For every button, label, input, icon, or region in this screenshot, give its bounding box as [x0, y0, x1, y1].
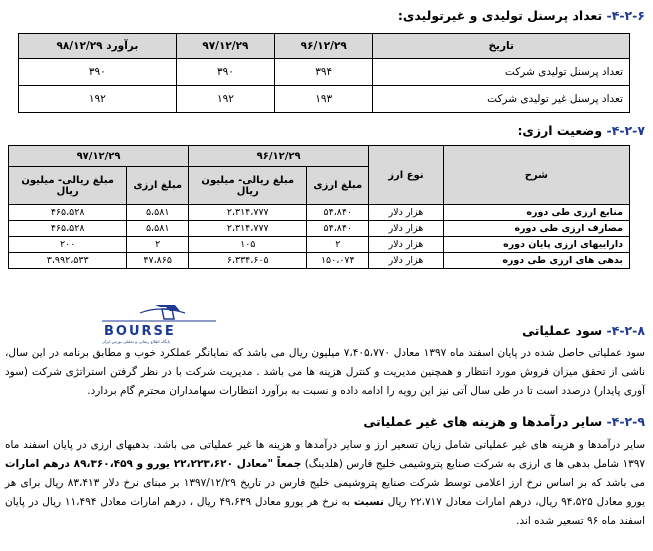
cell-value: ۳۹۰	[19, 59, 177, 86]
table-row	[19, 59, 630, 86]
row-label: مصارف ارزی طی دوره	[443, 221, 629, 237]
cell-value: ۱۹۲	[176, 86, 274, 113]
cell-value: ۶،۳۳۴،۶۰۵	[189, 253, 307, 269]
header-97: ۹۷/۱۲/۲۹	[176, 34, 274, 59]
header-fx-97: مبلغ ارزی	[127, 167, 189, 205]
paragraph-text: می باشد که بر اساس نرخ ارز اعلامی توسط شرکت صنایع پتروشیمی خلیج فارس در تاریخ ۱۳۹۷/۱۲/۲۹ بر مبنای نرخ دلار ۸۳،۴۱۳ ریال برای هر یورو معادل ۹۴،۵۲۵ ریال، درهم امارات معادل ۲۲،۷۱۷ ریال	[5, 477, 645, 508]
row-label: داراییهای ارزی پایان دوره	[443, 237, 629, 253]
row-label: تعداد پرسنل تولیدی شرکت	[373, 59, 630, 86]
cell-unit: هزار دلار	[369, 253, 444, 269]
section-number: ۴-۲-۹-	[606, 414, 645, 429]
cell-value: ۱۹۲	[19, 86, 177, 113]
header-96: ۹۶/۱۲/۲۹	[275, 34, 373, 59]
paragraph-bold-text: جمعاً "معادل ۲۲،۲۲۳،۶۲۰ یورو و ۸۹،۳۶۰،۴۵۹ درهم امارات	[5, 458, 302, 470]
section-heading-currency	[517, 123, 645, 138]
section-title: سود عملیاتی	[522, 323, 603, 338]
cell-value: ۳۹۰	[176, 59, 274, 86]
cell-value: ۴۷،۸۶۵	[127, 253, 189, 269]
paragraph-bold-text: نسبت	[353, 496, 384, 508]
header-date-97: ۹۷/۱۲/۲۹	[9, 146, 189, 167]
cell-unit: هزار دلار	[369, 205, 444, 221]
section-heading-non-operating	[363, 414, 645, 429]
cell-value: ۱۰۵	[189, 237, 307, 253]
logo-text: BOURSE	[104, 324, 176, 339]
table-row	[9, 253, 630, 269]
table-row	[9, 205, 630, 221]
header-desc: شرح	[443, 146, 629, 205]
row-label: منابع ارزی طی دوره	[443, 205, 629, 221]
cell-value: ۵،۵۸۱	[127, 221, 189, 237]
cell-unit: هزار دلار	[369, 221, 444, 237]
non-operating-paragraph	[5, 436, 645, 531]
cell-value: ۲	[127, 237, 189, 253]
currency-table	[8, 145, 630, 269]
section-title: وضعیت ارزی:	[517, 123, 603, 138]
cell-value: ۲،۳۱۴،۷۷۷	[189, 205, 307, 221]
cell-value: ۱۵۰،۰۷۴	[307, 253, 369, 269]
cell-value: ۵۴،۸۴۰	[307, 205, 369, 221]
cell-value: ۱۹۳	[275, 86, 373, 113]
table-row	[9, 237, 630, 253]
cell-value: ۲،۳۱۴،۷۷۷	[189, 221, 307, 237]
header-date-96: ۹۶/۱۲/۲۹	[189, 146, 369, 167]
cell-value: ۵۴،۸۴۰	[307, 221, 369, 237]
bourse-logo	[100, 303, 218, 345]
section-number: ۴-۲-۸-	[606, 323, 645, 338]
section-title: تعداد پرسنل تولیدی و غیرتولیدی:	[397, 8, 603, 23]
table-row	[19, 86, 630, 113]
cell-value: ۴۶۵،۵۲۸	[9, 205, 127, 221]
section-title: سایر درآمدها و هزینه های غیر عملیاتی	[363, 414, 603, 429]
cell-value: ۳۹۴	[275, 59, 373, 86]
paragraph-text: به نرخ هر یورو معادل ۴۹،۶۳۹ ریال ، درهم امارات معادل ۱۱،۴۹۴ ریال در پایان اسفند ماه ۹۶ تسعیر شده اند.	[5, 496, 645, 527]
cell-unit: هزار دلار	[369, 237, 444, 253]
header-fx-96: مبلغ ارزی	[307, 167, 369, 205]
table-header-row	[9, 146, 630, 167]
cell-value: ۵،۵۸۱	[127, 205, 189, 221]
table-header-row	[19, 34, 630, 59]
personnel-table	[18, 33, 630, 113]
header-98: برآورد ۹۸/۱۲/۲۹	[19, 34, 177, 59]
cell-value: ۴۶۵،۵۲۸	[9, 221, 127, 237]
cell-value: ۲۰۰	[9, 237, 127, 253]
table-row	[9, 221, 630, 237]
logo-subtext: پایگاه اطلاع رسانی و تحلیلی بورس ایران	[102, 339, 170, 344]
paragraph-text: سایر درآمدها و هزینه های غیر عملیاتی شامل زیان تسعیر ارز و سایر درآمدها و هزینه ها غیر عملیاتی می باشد. بدهیهای ارزی در پایان اسفند ماه ۱۳۹۷ شامل بدهی ها ی ارزی به شرکت صنایع پتروشیمی خلیج فارس (هلدینگ)	[5, 439, 645, 470]
section-heading-personnel	[398, 8, 645, 23]
header-currency-type: نوع ارز	[369, 146, 444, 205]
cell-value: ۲	[307, 237, 369, 253]
header-rial-96: مبلغ ریالی- میلیون ریال	[189, 167, 307, 205]
section-heading-operating-profit	[522, 323, 645, 338]
header-date: تاریخ	[373, 34, 630, 59]
row-label: تعداد پرسنل غیر تولیدی شرکت	[373, 86, 630, 113]
section-number: ۴-۲-۷-	[606, 123, 645, 138]
row-label: بدهی های ارزی طی دوره	[443, 253, 629, 269]
operating-profit-paragraph: سود عملیاتی حاصل شده در پایان اسفند ماه ۱۳۹۷ معادل ۷،۴۰۵،۷۷۰ میلیون ریال می باشد که نمایانگر عملکرد خوب و مطابق برنامه در این سال، ناشی از تحقق میزان فروش مورد انتظار و همچنین مدیریت و کنترل هزینه ها می باشد . مدیریت شرکت با در نظر گرفتن استراتژی شرکت (سود آوری پایدار) درصدد است تا در طی سال آتی نیز این رویه را ادامه داده و نسبت به برآورد انتظارات سهامداران محترم گام بردارد.	[5, 347, 645, 397]
section-number: ۴-۲-۶-	[606, 8, 645, 23]
cell-value: ۳،۹۹۲،۵۳۳	[9, 253, 127, 269]
header-rial-97: مبلغ ریالی- میلیون ریال	[9, 167, 127, 205]
